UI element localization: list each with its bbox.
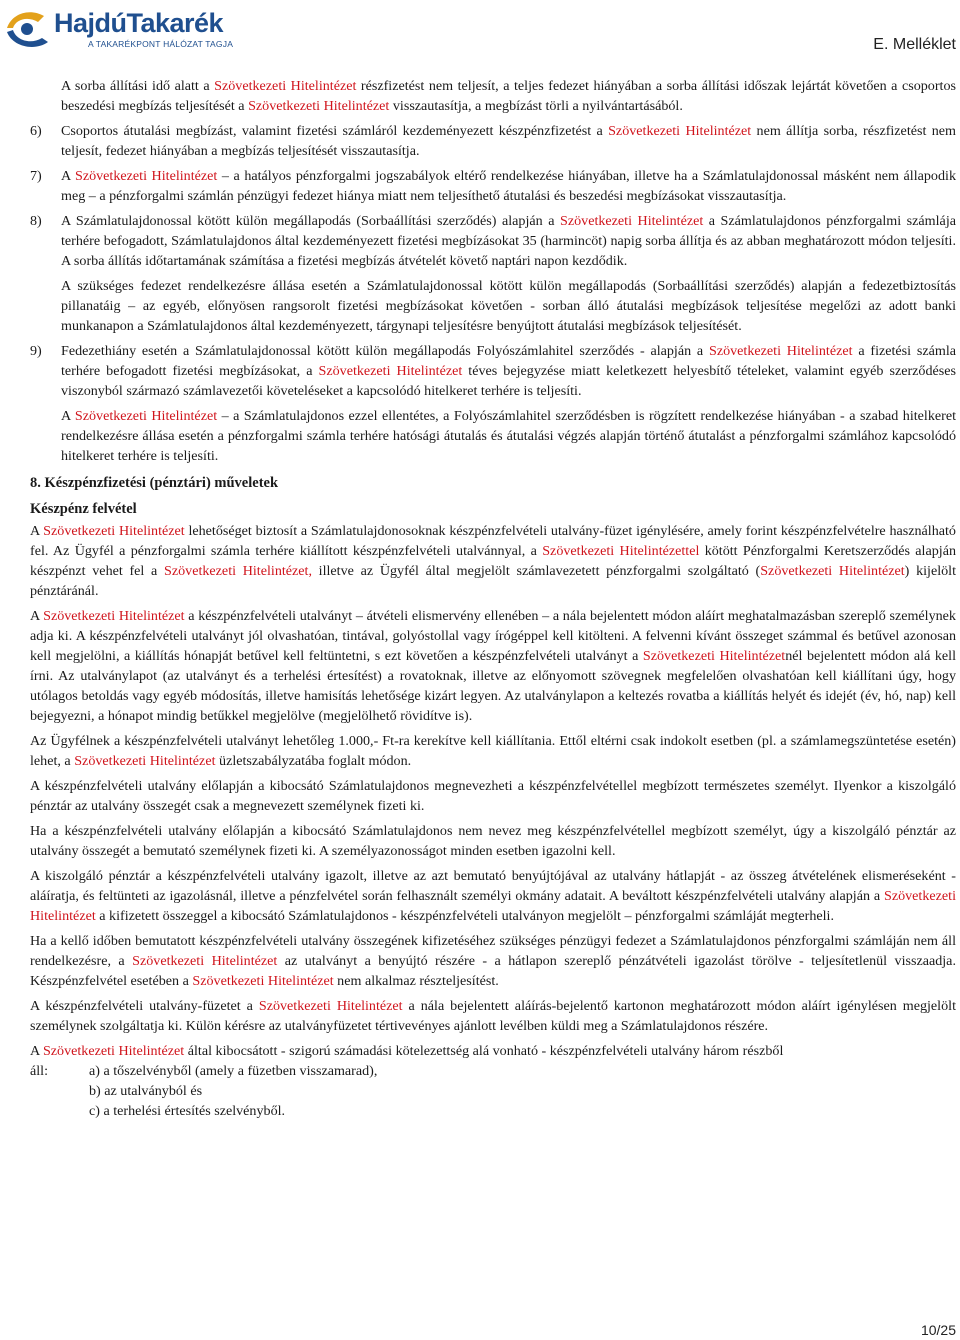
cash-paragraph-2: A Szövetkezeti Hitelintézet a készpénzfelvételi utalványt – átvételi elismervény ellenében – a nála bejelentett módon aláírt meghatalmazásban szereplő személynek adja ki. A készpénzfelvételi utalványt jól olvashatóan, tintával, golyóstollal vagy írógéppel kell kitölteni. A felvenni kívánt összeget számmal és betűvel azonosan kell megjelölni, a kiállítás hónapját betűvel kell feltüntetni, s ezt követően a készpénzfelvételi utalványt a Szövetkezeti Hitelintézetnél bejelentett módon alá kell írni. Az utalványlapot (az utalványt és a terhelési értesítést) a rovatoknak, illetve az előnyomott szövegnek megfelelően olvashatóan kell kiállítani úgy, hogy utólagos betoldás vagy egyéb módosítás, illetve hamisítás lehetősége kizárt legyen. Az utalványlapon a keltezés rovatba a kiállítás helyét és idejét (év, hó, nap) kell bejegyezni, a hónapot mindig betűkkel megjelölve (megjelölhető rövidítve is). [30, 608, 956, 724]
cash-paragraph-4: A készpénzfelvételi utalvány előlapján a kibocsátó Számlatulajdonos megnevezheti a készpénzfelvétellel megbízott természetes személyt. Ilyenkor a kiszolgáló pénztár az utalvány összegét csak a megnevezett személynek fizeti ki. [30, 778, 956, 814]
cash-paragraph-1: A Szövetkezeti Hitelintézet lehetőséget biztosít a Számlatulajdonosoknak készpénzfelvételi utalvány-füzet igénylésére, amely forint készpénzfelvételre használható fel. Az Ügyfél a pénzforgalmi számla terhére kiállított készpénzfelvételi utalvánnyal, a Szövetkezeti Hitelintézettel kötött Pénzforgalmi Keretszerződés alapján készpénzt vehet fel a Szövetkezeti Hitelintézet, illetve az Ügyfél által megjelölt számlavezetett pénzforgalmi szolgáltató (Szövetkezeti Hitelintézet) kijelölt pénztáránál. [30, 523, 956, 599]
item-8-paragraph-2: A szükséges fedezet rendelkezésre állása esetén a Számlatulajdonossal kötött külön megállapodás (Sorbaállítási szerződés) alapján a fedezetbiztosítás pillanatáig – az egyéb, előnyösen rangsorolt fizetési megbízásokat követően - sorban álló átutalási megbízások teljesítése megelőzi az adott banki munkanapon a Számlatulajdonos által kezdeményezett, tárgynapi teljesítésre benyújtott átutalási megbízások teljesítését. [61, 278, 956, 334]
logo-wordmark: HajdúTakarék [54, 8, 224, 38]
cash-paragraph-8: A készpénzfelvételi utalvány-füzetet a Szövetkezeti Hitelintézet a nála bejelentett aláírás-bejelentő kartonon meghatározott módon aláírt igénylésen megjelölt személynek szolgáltatja ki. Külön kérésre az utalványfüzetet tértivevényes ajánlott levélben küldi meg a Számlatulajdonos részére. [30, 998, 956, 1034]
page-number: 10/25 [920, 1322, 956, 1338]
logo-tagline: A TAKARÉKPONT HÁLÓZAT TAGJA [88, 39, 234, 49]
item-number: 6) [30, 123, 42, 139]
item-text: Csoportos átutalási megbízást, valamint fizetési számláról kezdeményezett készpénzfizetést a Szövetkezeti Hitelintézet nem állítja sorba, részfizetést nem teljesít, fedezet hiányában a megbízás teljesítését visszautasítja. [61, 123, 957, 159]
list-item-8 [30, 211, 956, 271]
section-heading: 8. Készpénzfizetési (pénztári) műveletek [30, 475, 279, 491]
lead-paragraph: A sorba állítási idő alatt a Szövetkezeti Hitelintézet részfizetést nem teljesít, a teljes fedezet hiányában a sorba állítási időszak lejártát követően a csoportos beszedési megbízás teljesítését a Szövetkezeti Hitelintézet visszautasítja, a megbízást törli a nyilvántartásából. [61, 78, 956, 114]
cash-paragraph-7: Ha a kellő időben bemutatott készpénzfelvételi utalvány összegének kifizetéséhez szükséges pénzügyi fedezet a Számlatulajdonos pénzforgalmi számláján nem áll rendelkezésre, a Szövetkezeti Hitelintézet az utalványt a benyújtó részére - a hátlapon szereplő pénzátvételi igazolást törölve - teljesítetlenül visszaadja. Készpénzfelvétel esetében a Szövetkezeti Hitelintézet nem alkalmaz részteljesítést. [30, 933, 956, 989]
item-9-paragraph-2: A Szövetkezeti Hitelintézet – a Számlatulajdonos ezzel ellentétes, a Folyószámlahitel szerződésben is rögzített rendelkezése hiányában - a szabad hitelkeret rendelkezésre állása esetén a pénzforgalmi számla terhére hatósági átutalás és átutalási végzés alapján történő átutalást a pénzforgalmi számlához kapcsolódó hitelkeret terhére is teljesíti. [61, 408, 956, 464]
item-number: 8) [30, 213, 42, 229]
list-item-7 [30, 166, 956, 206]
item-text: A Számlatulajdonossal kötött külön megállapodás (Sorbaállítási szerződés) alapján a Szövetkezeti Hitelintézet a Számlatulajdonos pénzforgalmi számlája terhére befogadott, Számlatulajdonos által kezdeményezett fizetési megbízásokat 35 (harmincöt) napig sorba állítja és az abban meghatározott módon teljesíti. A sorba állítás időtartamának számítása a fizetési megbízás átvételét követő naptári napon kezdődik. [61, 213, 956, 269]
section-subheading: Készpénz felvétel [30, 501, 137, 517]
annex-label: E. Melléklet [873, 36, 956, 53]
voucher-part-b: b) az utalványból és [89, 1083, 203, 1099]
document-body [30, 76, 956, 1121]
item-number: 7) [30, 168, 42, 184]
hajdutakarek-logo [4, 6, 234, 54]
cash-paragraph-9: A Szövetkezeti Hitelintézet által kibocsátott - szigorú számadási kötelezettség alá vonható - készpénzfelvételi utalvány három részből [30, 1043, 784, 1059]
cash-paragraph-5: Ha a készpénzfelvételi utalvány előlapján a kibocsátó Számlatulajdonos nem nevez meg készpénzfelvétellel megbízott személyt, úgy a kiszolgáló pénztár az utalvány összegét a bemutató személynek fizeti ki. A személyazonosságot minden esetben igazolni kell. [30, 823, 956, 859]
voucher-parts-items [89, 1061, 377, 1121]
list-item-9 [30, 341, 956, 401]
item-text: Fedezethiány esetén a Számlatulajdonossal kötött külön megállapodás Folyószámlahitel szerződés - alapján a Szövetkezeti Hitelintézet a fizetési számla terhére befogadott fizetési megbízásokat, a Szövetkezeti Hitelintézet téves bejegyzése miatt keletkezett helyesbítő tételeket, valamint egyéb szerződéses viszonyból származó számlavezetői követeléseket a kapcsolódó hitelkeret terhére is teljesíti. [61, 343, 956, 399]
voucher-part-a: a) a tőszelvényből (amely a füzetben visszamarad), [89, 1063, 378, 1079]
voucher-parts-list [30, 1061, 956, 1121]
list-item-6 [30, 121, 956, 161]
voucher-parts-label: áll: [30, 1063, 49, 1079]
logo-mark-icon [4, 8, 52, 48]
cash-paragraph-6: A kiszolgáló pénztár a készpénzfelvételi utalvány igazolt, illetve az azt bemutató benyújtójával az utalvány hátlapját - az összeg átvételének elismeréseként - aláíratja, és feltünteti az igazolásnál, illetve a pénzfelvétel során felhasznált személyi okmány adatait. A beváltott készpénzfelvételi utalvány alapján a Szövetkezeti Hitelintézet a kifizetett összeggel a kibocsátó Számlatulajdonos - készpénzfelvételi utalványon megjelölt – pénzforgalmi számláját megterheli. [30, 868, 956, 924]
voucher-part-c: c) a terhelési értesítés szelvényből. [89, 1103, 286, 1119]
cash-paragraph-3: Az Ügyfélnek a készpénzfelvételi utalványt lehetőleg 1.000,- Ft-ra kerekítve kell kiállítania. Ettől eltérni csak indokolt esetben (pl. a számlamegszüntetése esetén) lehet, a Szövetkezeti Hitelintézet üzletszabályzatába foglalt módon. [30, 733, 956, 769]
item-number: 9) [30, 343, 42, 359]
item-text: A Szövetkezeti Hitelintézet – a hatályos pénzforgalmi jogszabályok eltérő rendelkezése hiányában, illetve ha a Számlatulajdonossal másként nem állapodik meg – a pénzforgalmi számlán pénzügyi fedezet hiánya miatt nem teljesíthető átutalási és beszedési megbízásokat visszautasítja. [61, 168, 956, 204]
